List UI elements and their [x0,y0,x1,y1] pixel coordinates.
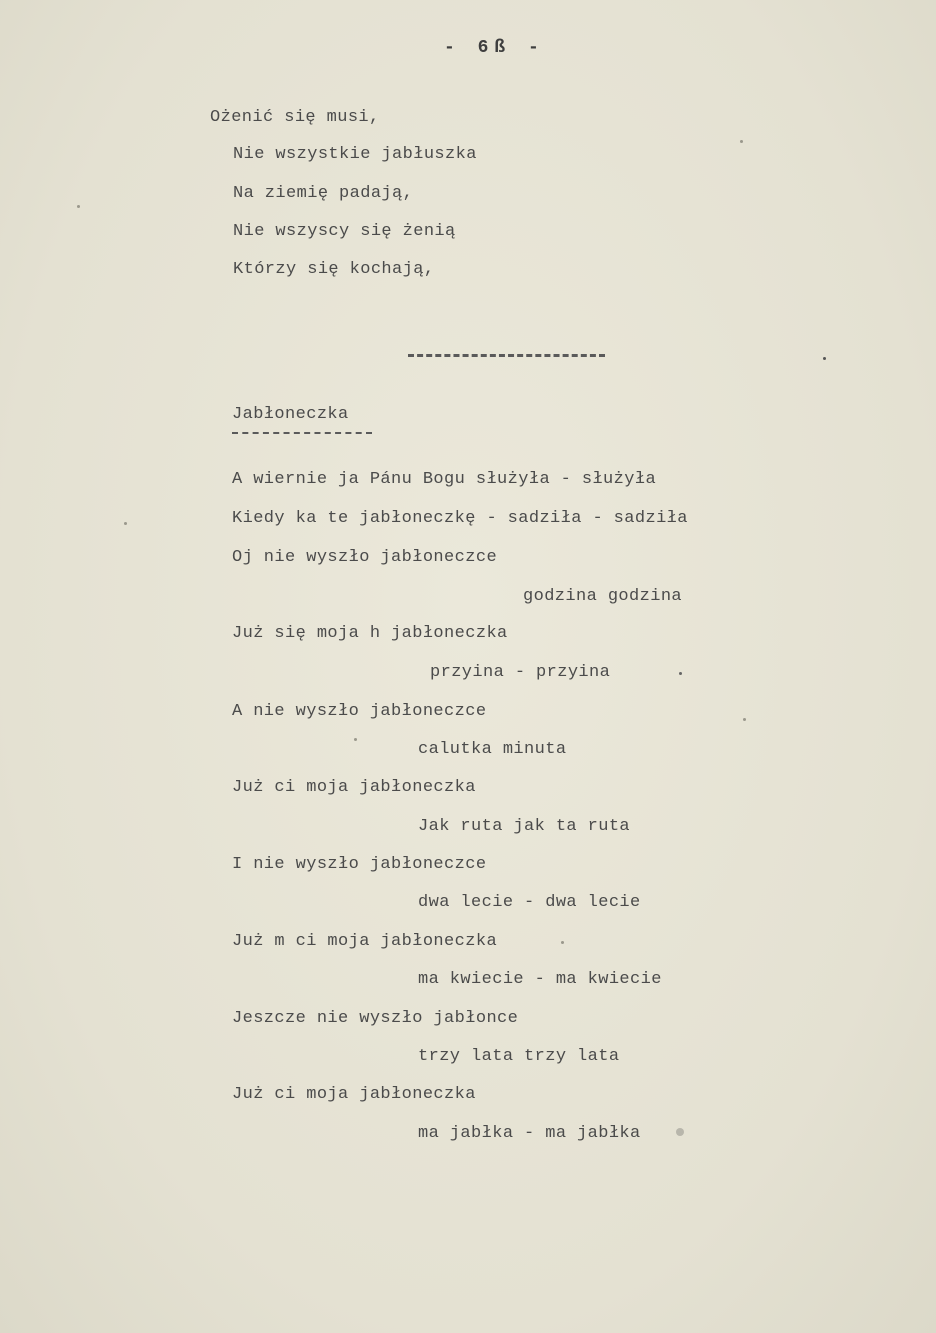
paper-speck [743,718,746,721]
song-line-12: dwa lecie - dwa lecie [418,893,641,912]
verse-line-2: Nie wszystkie jabłuszka [233,145,477,164]
song-line-8: calutka minuta [418,740,567,759]
song-line-1: A wiernie ja Pánu Bogu służyła - służyła [232,470,657,489]
section-divider [408,354,605,357]
title-underline [232,432,372,434]
song-line-6: przyina - przyina [430,663,611,682]
paper-speck [77,205,80,208]
paper-speck [124,522,127,525]
song-line-3: Oj nie wyszło jabłoneczce [232,548,498,567]
song-title: Jabłoneczka [232,405,349,424]
song-line-17: Już ci moja jabłoneczka [232,1085,476,1104]
song-line-18: ma jabłka - ma jabłka [418,1124,641,1143]
verse-line-4: Nie wszyscy się żenią [233,222,456,241]
paper-speck [679,672,682,675]
song-line-7: A nie wyszło jabłoneczce [232,702,487,721]
paper-speck [740,140,743,143]
page-number: - 6ß - [444,38,545,58]
song-line-9: Już ci moja jabłoneczka [232,778,476,797]
song-line-16: trzy lata trzy lata [418,1047,620,1066]
song-line-10: Jak ruta jak ta ruta [418,817,631,836]
song-line-2: Kiedy ka te jabłoneczkę - sadziła - sadziła [232,509,688,528]
paper-speck [823,357,826,360]
song-line-14: ma kwiecie - ma kwiecie [418,970,662,989]
verse-line-1: Ożenić się musi, [210,108,380,127]
song-line-11: I nie wyszło jabłoneczce [232,855,487,874]
song-line-5: Już się moja h jabłoneczka [232,624,508,643]
paper-speck [354,738,357,741]
verse-line-5: Którzy się kochają, [233,260,435,279]
song-line-15: Jeszcze nie wyszło jabłonce [232,1009,519,1028]
song-line-13: Już m ci moja jabłoneczka [232,932,498,951]
verse-line-3: Na ziemię padają, [233,184,414,203]
paper-speck [561,941,564,944]
paper-speck [676,1128,684,1136]
song-line-4: godzina godzina [523,587,683,606]
